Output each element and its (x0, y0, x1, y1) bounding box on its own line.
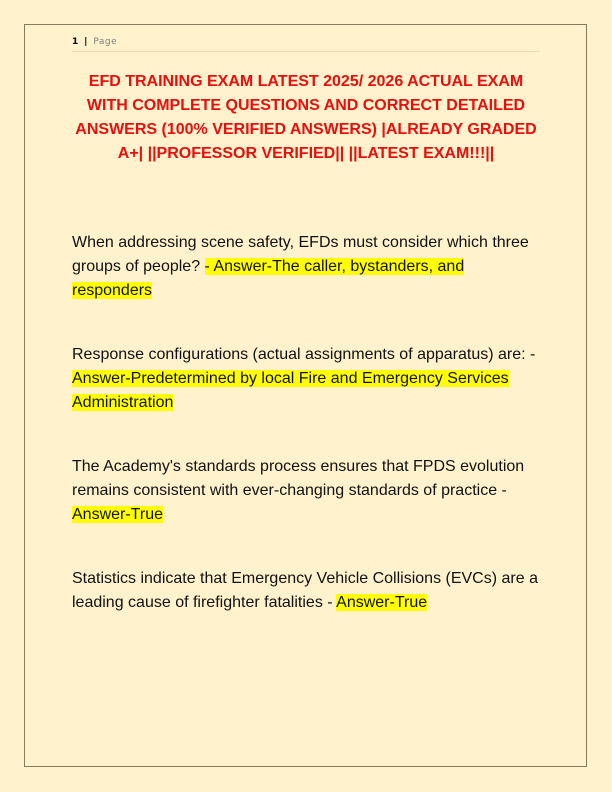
question-text: Response configurations (actual assignments of apparatus) are: (72, 346, 531, 363)
qa-item (72, 455, 547, 527)
document-title: EFD TRAINING EXAM LATEST 2025/ 2026 ACTUAL EXAM WITH COMPLETE QUESTIONS AND CORRECT DETAILED ANSWERS (100% VERIFIED ANSWERS) |ALREADY GRADED A+| ||PROFESSOR VERIFIED|| ||LATEST EXAM!!!|| (75, 73, 537, 162)
qa-item (72, 231, 547, 303)
answer-highlight: Answer-True (72, 506, 163, 523)
page-separator: | (84, 37, 88, 47)
answer-prefix: - (501, 482, 507, 499)
page-number: 1 (72, 37, 79, 47)
question-text: Statistics indicate that Emergency Vehicle Collisions (EVCs) are a leading cause of firefighter fatalities (72, 570, 538, 611)
answer-highlight: Answer-True (336, 594, 428, 611)
answer-prefix: - (327, 594, 337, 611)
answer-highlight: - Answer-The caller, bystanders, and responders (72, 258, 465, 299)
qa-item (72, 567, 547, 615)
page-label: Page (93, 37, 118, 47)
answer-highlight: Answer-Predetermined by local Fire and Emergency Services Administration (72, 370, 509, 411)
answer-prefix: - (530, 346, 536, 363)
page-header (72, 36, 540, 52)
question-text: The Academy's standards process ensures that FPDS evolution remains consistent with ever-changing standards of practice (72, 458, 525, 499)
qa-item (72, 343, 547, 415)
question-text: When addressing scene safety, EFDs must consider which three groups of people? (72, 234, 529, 275)
